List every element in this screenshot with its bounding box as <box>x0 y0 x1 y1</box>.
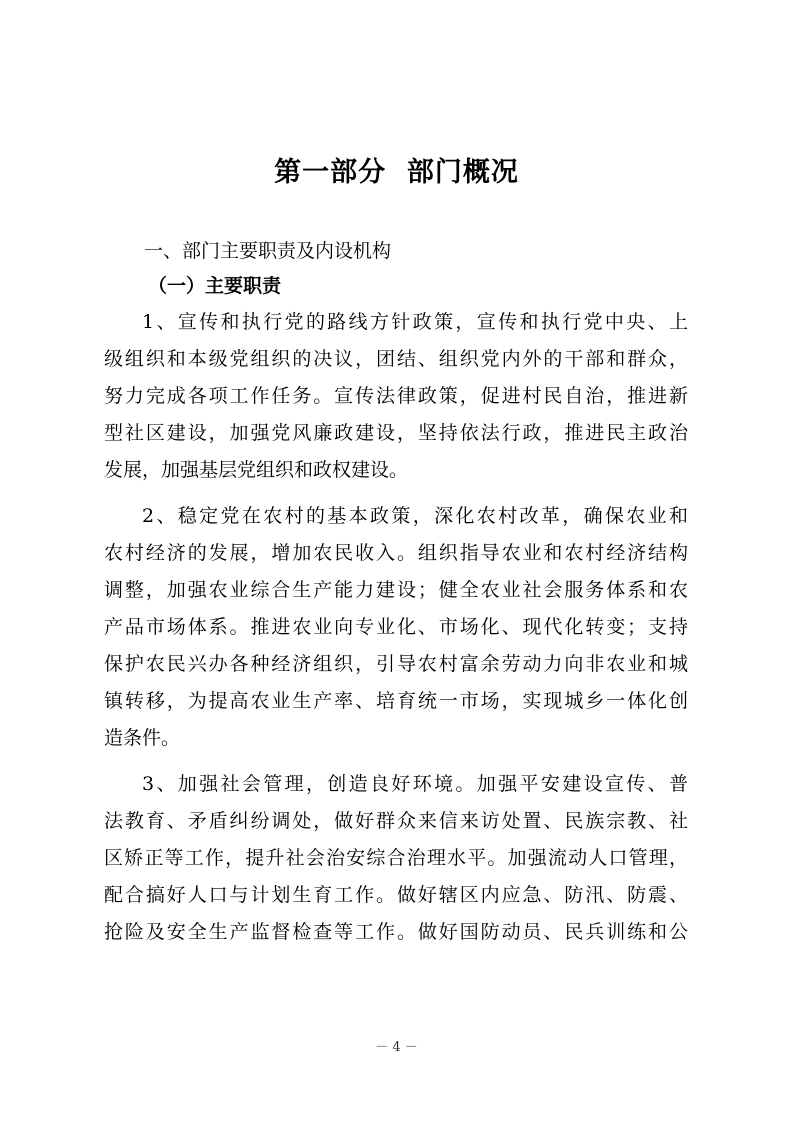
text-line: 区矫正等工作，提升社会治安综合治理水平。加强流动人口管理， <box>104 847 688 869</box>
subsection-heading: （一）主要职责 <box>148 275 282 297</box>
text-line: 级组织和本级党组织的决议，团结、组织党内外的干部和群众， <box>104 348 688 370</box>
paragraph-2 <box>104 498 688 757</box>
section-heading: 一、部门主要职责及内设机构 <box>144 240 392 262</box>
text-line: 调整，加强农业综合生产能力建设；健全农业社会服务体系和农 <box>104 579 688 601</box>
text-line: 保护农民兴办各种经济组织，引导农村富余劳动力向非农业和城 <box>104 653 688 675</box>
body-text <box>104 304 688 960</box>
page-title: 第一部分 部门概况 <box>274 157 519 188</box>
text-line: 2、稳定党在农村的基本政策，深化农村改革，确保农业和 <box>142 505 688 527</box>
text-line: 努力完成各项工作任务。宣传法律政策，促进村民自治，推进新 <box>104 385 688 407</box>
text-line: 法教育、矛盾纠纷调处，做好群众来信来访处置、民族宗教、社 <box>104 810 688 832</box>
text-line: 1、宣传和执行党的路线方针政策，宣传和执行党中央、上 <box>142 311 688 333</box>
paragraph-3 <box>104 766 688 951</box>
text-line: 镇转移，为提高农业生产率、培育统一市场，实现城乡一体化创 <box>104 690 688 712</box>
page-number: － 4 － <box>375 1040 418 1055</box>
text-line: 型社区建设，加强党风廉政建设，坚持依法行政，推进民主政治 <box>104 422 688 444</box>
text-line: 造条件。 <box>104 727 181 749</box>
text-line: 农村经济的发展，增加农民收入。组织指导农业和农村经济结构 <box>104 542 688 564</box>
paragraph-1 <box>104 304 688 489</box>
text-line: 产品市场体系。推进农业向专业化、市场化、现代化转变；支持 <box>104 616 688 638</box>
text-line: 抢险及安全生产监督检查等工作。做好国防动员、民兵训练和公 <box>104 921 688 943</box>
text-line: 3、加强社会管理，创造良好环境。加强平安建设宣传、普 <box>142 773 688 795</box>
text-line: 配合搞好人口与计划生育工作。做好辖区内应急、防汛、防震、 <box>104 884 688 906</box>
text-line: 发展，加强基层党组织和政权建设。 <box>104 459 409 481</box>
